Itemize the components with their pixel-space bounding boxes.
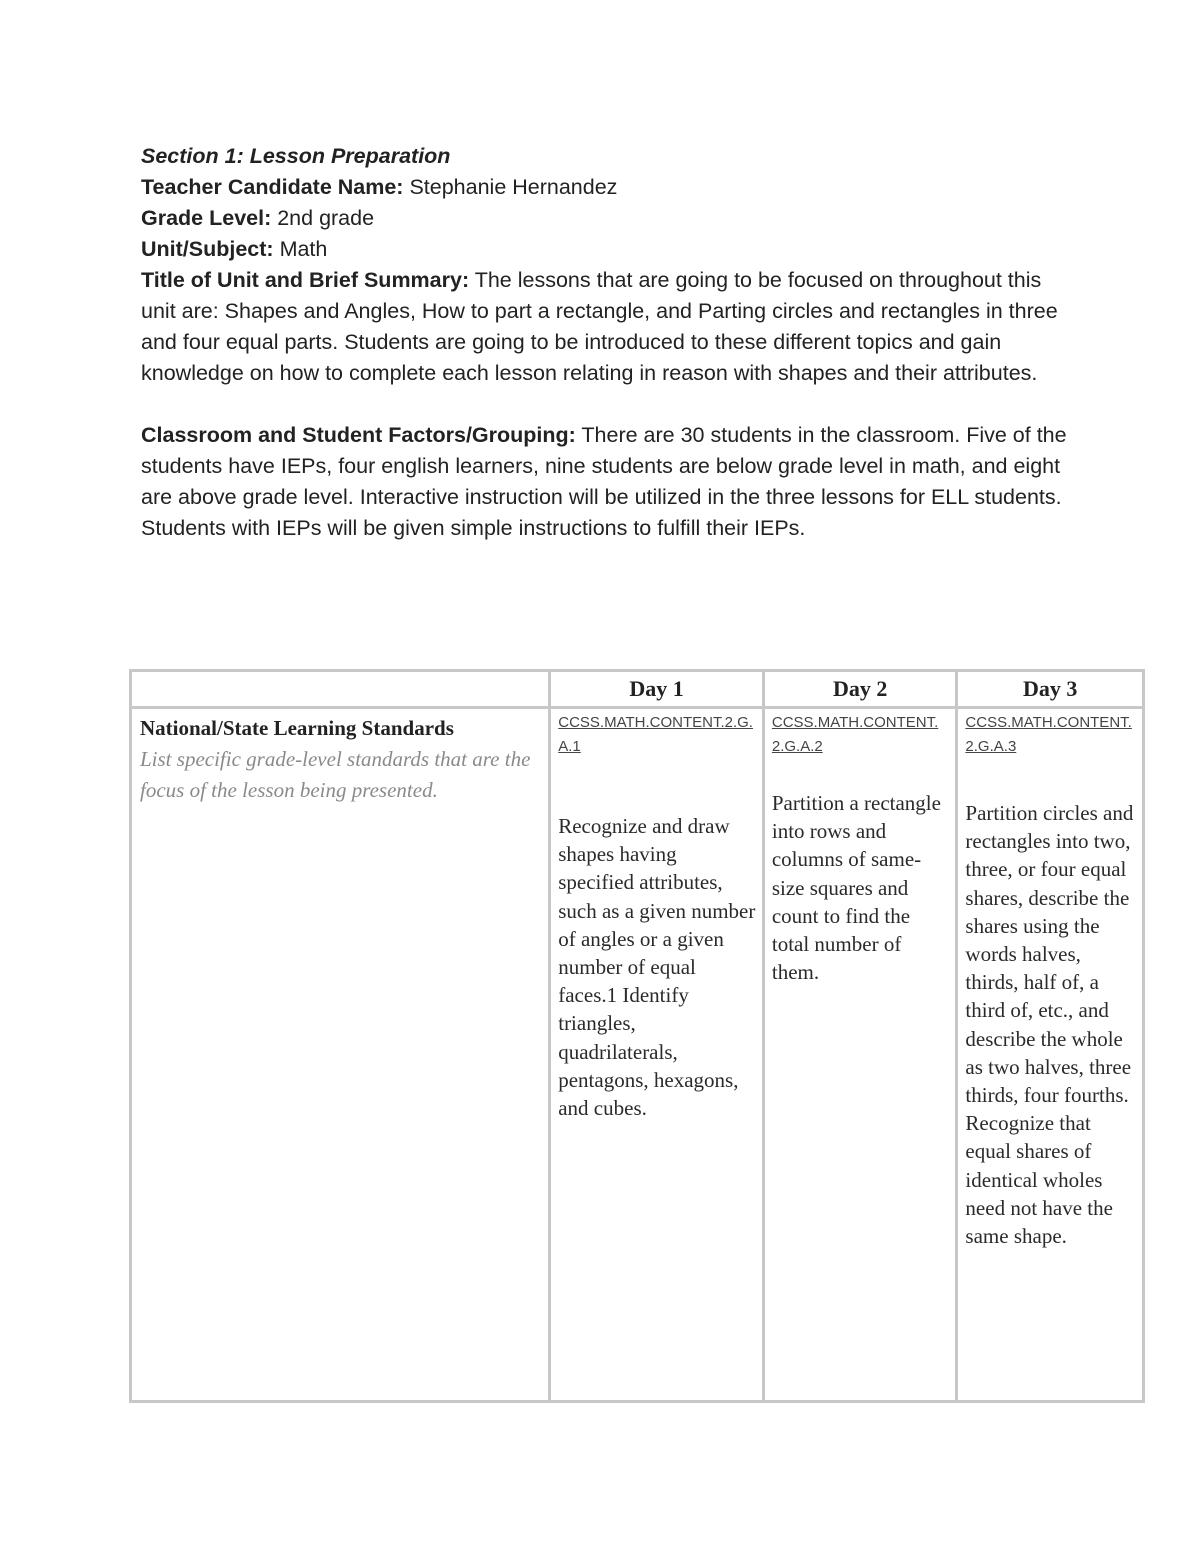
day-2-standard-text: Partition a rectangle into rows and columns of same-size squares and count to find the total number of them.	[771, 791, 941, 985]
day-2-standard-cell	[763, 708, 957, 1402]
standards-label-cell	[131, 708, 550, 1402]
table-header-row	[131, 671, 1144, 708]
day-3-standard-text: Partition circles and rectangles into two, three, or four equal shares, describe the shares using the words halves, thirds, half of, a third of, etc., and describe the whole as two halves, three thirds, four fourths. Recognize that equal shares of identical wholes need not have the same shape.	[965, 801, 1134, 1249]
grade-level-value: 2nd grade	[271, 206, 375, 230]
day-1-standard-text: Recognize and draw shapes having specified attributes, such as a given number of angles or a given number of equal faces.1 Identify triangles, quadrilaterals, pentagons, hexagons, and cubes.	[558, 814, 756, 1121]
teacher-name-value: Stephanie Hernandez	[403, 175, 618, 199]
unit-summary-paragraph	[141, 265, 1071, 389]
day-1-standard-code[interactable]: CCSS.MATH.CONTENT.2.G.A.1	[558, 714, 753, 755]
day-2-standard-code[interactable]: CCSS.MATH.CONTENT.2.G.A.2	[771, 714, 939, 755]
standards-row	[131, 708, 1144, 1402]
standards-row-title: National/State Learning Standards	[140, 716, 454, 740]
grade-level-line	[141, 203, 1071, 234]
classroom-factors-paragraph	[141, 420, 1071, 544]
unit-subject-value: Math	[273, 237, 328, 261]
unit-summary-label: Title of Unit and Brief Summary:	[141, 268, 470, 292]
unit-subject-label: Unit/Subject:	[141, 237, 274, 261]
teacher-name-line	[141, 172, 1071, 203]
paragraph-spacer	[141, 389, 1071, 420]
grade-level-label: Grade Level:	[141, 206, 272, 230]
unit-subject-line	[141, 234, 1071, 265]
classroom-factors-label: Classroom and Student Factors/Grouping:	[141, 423, 576, 447]
header-day-2: Day 2	[763, 671, 957, 708]
unit-summary-value: The lessons that are going to be focused on throughout this unit are: Shapes and Angles, How to part a rectangle, and Parting circles and rectangles in three and four equal parts. Students are going to be introduced to these different topics and gain knowledge on how to complete each lesson relating in reason with shapes and their attributes.	[141, 268, 1058, 385]
teacher-name-label: Teacher Candidate Name:	[141, 175, 404, 199]
learning-standards-table	[129, 669, 1145, 1403]
header-empty-cell	[131, 671, 550, 708]
header-day-3: Day 3	[957, 671, 1144, 708]
header-day-1: Day 1	[550, 671, 764, 708]
day-3-standard-code[interactable]: CCSS.MATH.CONTENT.2.G.A.3	[965, 714, 1132, 755]
standards-row-hint: List specific grade-level standards that are the focus of the lesson being presented.	[140, 747, 531, 802]
section-title: Section 1: Lesson Preparation	[141, 144, 451, 168]
lesson-header	[141, 141, 1071, 544]
day-1-standard-cell	[550, 708, 764, 1402]
day-3-standard-cell	[957, 708, 1144, 1402]
classroom-factors-value: There are 30 students in the classroom. Five of the students have IEPs, four english learners, nine students are below grade level in math, and eight are above grade level. Interactive instruction will be utilized in the three lessons for ELL students. Students with IEPs will be given simple instructions to fulfill their IEPs.	[141, 423, 1067, 540]
